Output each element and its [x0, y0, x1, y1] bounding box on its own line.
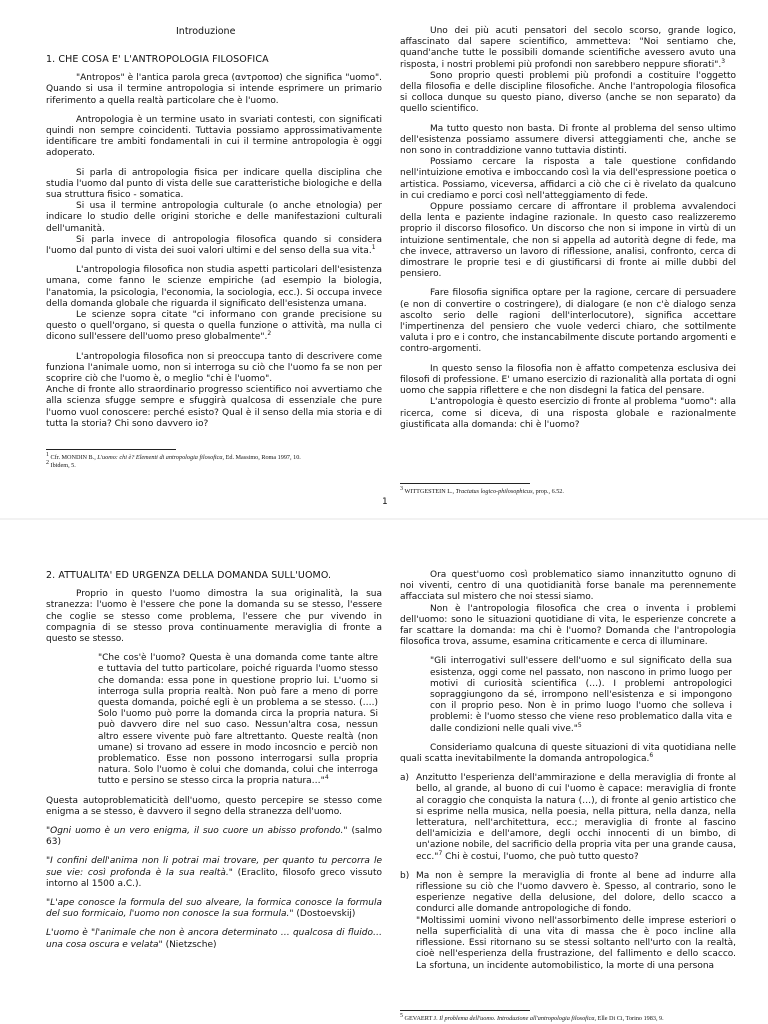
paragraph: Consideriamo qualcuna di queste situazioni di vita quotidiana nelle quali scatta inevitabilmente la domanda antropologica.$^6$: [400, 742, 736, 765]
footnote-divider: [46, 449, 176, 450]
footnote-mark: 4: [324, 774, 329, 782]
paragraph: Uno dei più acuti pensatori del secolo scorso, grande logico, affascinato dal sapere scientifico, ammetteva: "Noi sentiamo che, quand'anche tutte le possibili domande scientifiche avessero avuto una risposta, i nostri problemi più profondi non sarebbero neppure sfiorati".$^3$: [400, 26, 736, 70]
paragraph: Ora quest'uomo così problematico siamo innanzitutto ognuno di noi viventi, centro di una quotidianità forse banale ma perennemente affacciata sul mistero che noi stessi siamo.: [400, 570, 736, 603]
right-column: [400, 26, 736, 431]
quote-continuation: "Moltissimi uomini vivono nell'assorbimento delle imprese esteriori o nella superficialità di una vita di massa che è poco incline alla riflessione. Essi ritornano su se stessi soltanto nell'urto con la realtà, cioè nell'esperienza della frustrazione, del fallimento e dello scacco. La sfortuna, un incidente automobilistico, la morte di una persona: [416, 915, 736, 971]
paragraph: L'antropologia filosofica non si preoccupa tanto di descrivere come funziona l'animale uomo, non si interroga su ciò che l'uomo fa se non per scoprire ciò che l'uomo è, o meglio "chi è l'uomo".: [46, 351, 382, 385]
footnote-mark: 5: [577, 721, 582, 729]
list-marker: a): [400, 773, 410, 784]
footnotes: [400, 1010, 730, 1023]
paragraph: Si parla invece di antropologia filosofica quando si considera l'uomo dal punto di vista dei suoi valori ultimi e del senso della sua vita.$^1$: [46, 234, 382, 257]
citation: "L'ape conosce la formula del suo alveare, la formica conosce la formula del suo formicaio, l'uomo non conosce la sua formula." (Dostoevskij): [46, 898, 382, 920]
footnote-divider: [400, 1010, 530, 1011]
paragraph: Sono proprio questi problemi più profondi a costituire l'oggetto della filosofia e delle discipline filosofiche. Anche l'antropologia filosofica si colloca dunque su questo piano, diverso (anche se non separato) da quello scientifico.: [400, 70, 736, 115]
paragraph: Si usa il termine antropologia culturale (o anche etnologia) per indicare lo studio delle origini storiche e delle manifestazioni culturali dell'umanità.: [46, 201, 382, 234]
left-column: [46, 570, 382, 959]
paragraph: Si parla di antropologia fisica per indicare quella disciplina che studia l'uomo dal punto di vista delle sue caratteristiche biologiche e della sua struttura fisico - somatica.: [46, 167, 382, 201]
citation: "Ogni uomo è un vero enigma, il suo cuore un abisso profondo." (salmo 63): [46, 826, 382, 848]
paragraph: Oppure possiamo cercare di affrontare il problema avvalendoci della lenta e paziente indagine razionale. In questo caso realizzeremo proprio il discorso filosofico. Un discorso che non si impone in virtù di un intuizione sentimentale, che non si appella ad autorità degne di fede, ma che invece, attraverso un lavoro di riflessione, analisi, confronto, cerca di dimostrare le proprie tesi e di giustificarsi di fronte ai mille dubbi del pensiero.: [400, 202, 736, 280]
page-number: 1: [382, 497, 388, 507]
paragraph: Non è l'antropologia filosofica che crea o inventa i problemi dell'uomo: sono le situazioni quotidiane di vita, le esperienze concrete a far scattare la domanda: ma chi è l'uomo? Domanda che l'antropologia filosofica trova, assume, esamina criticamente e cerca di illuminare.: [400, 603, 736, 648]
list-item: [400, 773, 736, 863]
footnote-divider: [400, 483, 530, 484]
left-column: [46, 54, 382, 430]
paragraph: L'antropologia filosofica non studia aspetti particolari dell'esistenza umana, come fanno le scienze empiriche (ad esempio la biologia, l'anatomia, la psicologia, l'economia, la sociologia, ecc.). Si occupa invece della domanda globale che riguarda il significato dell'esistenza umana.: [46, 265, 382, 309]
list-item-text: Ma non è sempre la meraviglia di fronte al bene ad indurre alla riflessione su ciò che l'uomo davvero è. Spesso, al contrario, sono le esperienze negative della delusione, del dolore, dello scacco a condurci alle domande antropologiche di fondo. "Moltissimi uomini vivono nell'assorbimento delle imprese esteriori o nella superficialità di una vita di massa che è poco incline alla riflessione. Essi ritornano su se stessi soltanto nell'urto con la realtà, cioè nell'esperienza della frustrazione, del fallimento e dello scacco. La sfortuna, un incidente automobilistico, la morte di una persona: [416, 870, 736, 971]
paragraph: Le scienze sopra citate "ci informano con grande precisione su questo o quell'organo, si questa o quella funzione o attività, ma nulla ci dicono sull'essere dell'uomo preso globalmente".$^2$: [46, 310, 382, 343]
block-quote: "Che cos'è l'uomo? Questa è una domanda come tante altre e tuttavia del tutto particolare, poiché riguarda l'uomo stesso che domanda: essa pone in questione proprio lui. L'uomo si interroga sulla propria realtà. Non può fare a meno di porre questa domanda, poiché egli è un problema a se stesso. (….) Solo l'uomo può porre la domanda circa la propria natura. Si può davvero dire nel suo caso. Nessun'altra cosa, nessun altro essere vivente può fare altrettanto. Queste realtà (non umane) si trovano ad essere in modo incosncio e perciò non problematico. Esse non possono interrogarsi sulla propria natura. Solo l'uomo è colui che domanda, colui che interroga tutto e persino se stesso circa la propria natura…"$^4$: [98, 653, 378, 787]
list-marker: b): [400, 870, 410, 881]
footnotes: [46, 449, 376, 470]
paragraph: Possiamo cercare la risposta a tale questione confidando nell'intuizione emotiva e imboccando così la via dell'espressione poetica o artistica. Possiamo, viceversa, affidarci a ciò che ci è rivelato da qualcuno in cui crediamo e porci così nell'atteggiamento di fede.: [400, 157, 736, 201]
footnotes: [400, 483, 730, 496]
document-page-2: [0, 520, 768, 1024]
paragraph: "Antropos" è l'antica parola greca (αντροποσ) che significa "uomo". Quando si usa il termine antropologia si intende esprimere un primario riferimento a quella realtà particolare che è l'uomo.: [46, 73, 382, 106]
paragraph: Proprio in questo l'uomo dimostra la sua originalità, la sua stranezza: l'uomo è l'essere che pone la domanda su se stesso, l'essere che coglie se stesso come problema, l'essere che pur vivendo in compagnia di se stesso prova continuamente meraviglia di fronte a questo se stesso.: [46, 589, 382, 645]
list-item-text: Anzitutto l'esperienza dell'ammirazione e della meraviglia di fronte al bello, al grande, al buono di cui l'uomo è capace: meraviglia di fronte al coraggio che conquista la natura (…), di fronte al genio artistico che si esprime nella musica, nella poesia, nella pittura, nella danza, nella letteratura, nell'architettura, ecc.; meraviglia di fronte al fascino dell'amicizia e dell'amore, degli occhi innocenti di un bimbo, di un'azione nobile, del sacrificio della propria vita per una grande causa, ecc."$^7$ Chi è costui, l'uomo, che può tutto questo?: [416, 773, 736, 862]
footnote-mark: 6: [649, 752, 654, 760]
citation: L'uomo è "l'animale che non è ancora determinato … qualcosa di fluido…una cosa oscura e velata" (Nietzsche): [46, 928, 382, 950]
paragraph: Antropologia è un termine usato in svariati contesti, con significati quindi non sempre coincidenti. Tuttavia possiamo approssimativamente identificare tre ambiti fondamentali in cui il termine antropologia è oggi adoperato.: [46, 114, 382, 159]
block-quote: "Gli interrogativi sull'essere dell'uomo e sul significato della sua esistenza, oggi come nel passato, non nascono in primo luogo per motivi di curiosità scientifica (…). I problemi antropologici sopraggiungono da sé, irrompono nell'esistenza e si impongono con il proprio peso. Non è in primo luogo l'uomo che solleva i problemi: è l'uomo stesso che viene reso problematico dalla vita e dalle condizioni nelle quali vive."$^5$: [430, 656, 732, 734]
footnote: $^5$ GEVAERT J. Il problema dell'uomo. Introduzione all'antropologia filosofica, Elle Di Ci, Torino 1983, 9.: [400, 1012, 664, 1022]
paragraph: In questo senso la filosofia non è affatto competenza esclusiva dei filosofi di professione. E' umano esercizio di razionalità alla portata di ogni uomo che sappia riflettere e che non disdegni la fatica del pensare.: [400, 363, 736, 397]
paragraph: Ma tutto questo non basta. Di fronte al problema del senso ultimo dell'esistenza possiamo assumere diversi atteggiamenti che, anche se non sono in contraddizione vanno tuttavia distinti.: [400, 123, 736, 157]
page-title: Introduzione: [176, 26, 236, 37]
right-column: [400, 570, 736, 972]
footnote-mark: 7: [438, 849, 443, 857]
footnote-mark: 2: [267, 330, 272, 338]
footnote: $^2$ Ibidem, 5.: [46, 459, 76, 469]
paragraph: Anche di fronte allo straordinario progresso scientifico noi avvertiamo che alla scienza sfugge sempre e sfuggirà qualcosa di essenziale che pure l'uomo vuol conoscere: perché esisto? Qual è il senso della mia storia e di tutta la storia? Chi sono davvero io?: [46, 385, 382, 429]
paragraph: L'antropologia è questo esercizio di fronte al problema "uomo": alla ricerca, come si diceva, di una risposta globale e razionalmente giustificata alla domanda: chi è l'uomo?: [400, 397, 736, 430]
citation: "I confini dell'anima non li potrai mai trovare, per quanto tu percorra le sue vie: così profonda è la sua realtà." (Eraclito, filosofo greco vissuto intorno al 1500 a.C.).: [46, 856, 382, 889]
paragraph: Fare filosofia significa optare per la ragione, cercare di persuadere (e non di convertire o costringere), di dialogare (e non c'è dialogo senza ascolto serio delle ragioni dell'interlocutore), significa accettare l'impertinenza del pensiero che vuole vederci chiaro, che sottilmente valuta i pro e i contro, che instancabilmente discute portando argomenti e contro-argomenti.: [400, 288, 736, 355]
list-item: [400, 871, 736, 972]
paragraph: Questa autoproblematicità dell'uomo, questo percepire se stesso come enigma a se stesso, è davvero il segno della stranezza dell'uomo.: [46, 795, 382, 817]
footnote-mark: 1: [371, 244, 376, 252]
footnote-mark: 3: [721, 57, 726, 65]
footnote: $^3$ WITTGESTEIN L., Tractatus logico-philosophicus, prop., 6.52.: [400, 485, 564, 495]
section-heading: 1. CHE COSA E' L'ANTROPOLOGIA FILOSOFICA: [46, 54, 269, 65]
footnote: $^1$ Cfr. MONDIN B., L'uomo: chi è? Elementi di antropologia filosofica, Ed. Massimo, Roma 1997, 10.: [46, 451, 301, 461]
section-heading: 2. ATTUALITA' ED URGENZA DELLA DOMANDA SULL'UOMO.: [46, 570, 332, 581]
